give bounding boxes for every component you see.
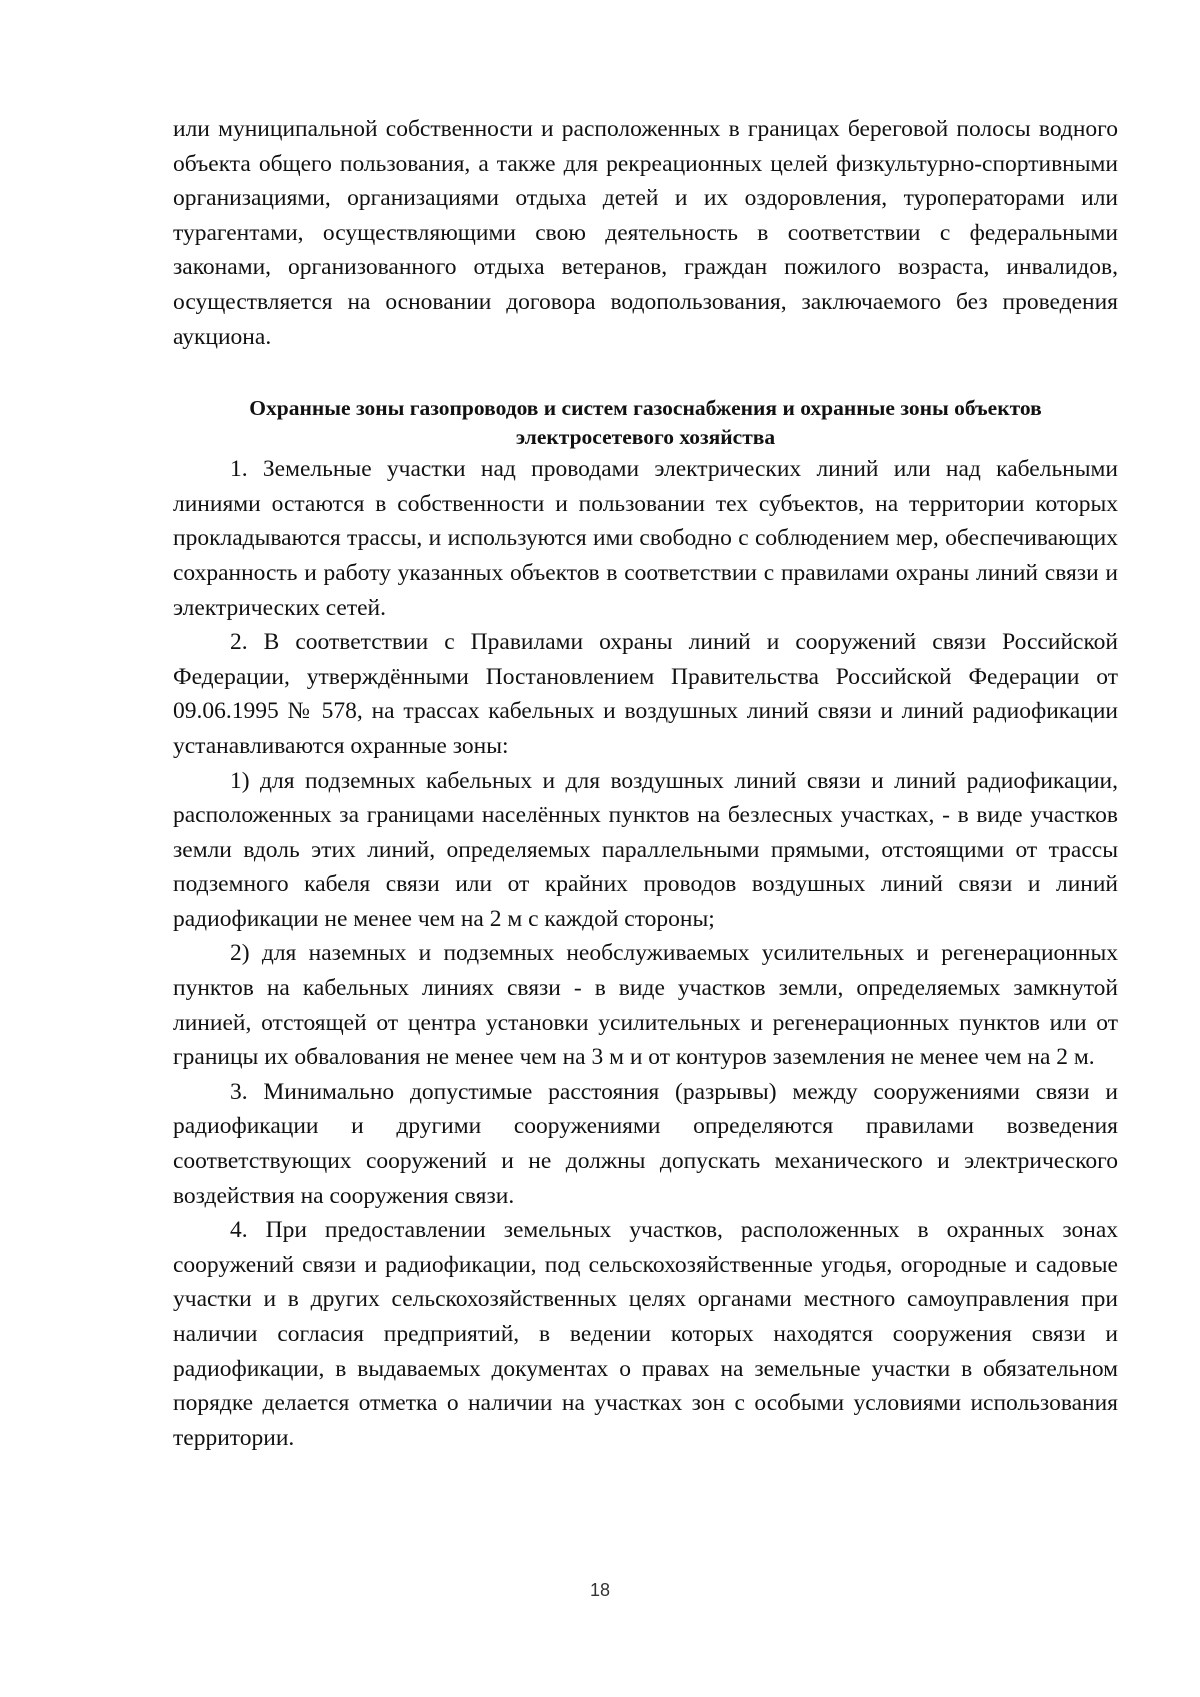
paragraph-1: 1. Земельные участки над проводами электрических линий или над кабельными линиями остаются в собственности и пользовании тех субъектов, на территории которых прокладываются трассы, и используются ими свободно с соблюдением мер, обеспечивающих сохранность и работу указанных объектов в соответствии с правилами охраны линий связи и электрических сетей. (173, 456, 1118, 621)
intro-paragraph: или муниципальной собственности и расположенных в границах береговой полосы водного объекта общего пользования, а также для рекреационных целей физкультурно-спортивными организациями, организациями отдыха детей и их оздоровления, туроператорами или турагентами, осуществляющими свою деятельность в соответствии с федеральными законами, организованного отдыха ветеранов, граждан пожилого возраста, инвалидов, осуществляется на основании договора водопользования, заключаемого без проведения аукциона. (173, 116, 1118, 350)
section-heading: Охранные зоны газопроводов и систем газоснабжения и охранные зоны объектов электросетевого хозяйства (249, 396, 1042, 450)
list-item-2: 2) для наземных и подземных необслуживаемых усилительных и регенерационных пунктов на кабельных линиях связи - в виде участков земли, определяемых замкнутой линией, отстоящей от центра установки усилительных и регенерационных пунктов или от границы их обвалования не менее чем на 3 м и от контуров заземления не менее чем на 2 м. (173, 940, 1118, 1071)
page-number: 18 (589, 1580, 611, 1600)
paragraph-3: 3. Минимально допустимые расстояния (разрывы) между сооружениями связи и радиофикации и другими сооружениями определяются правилами возведения соответствующих сооружений и не должны допускать механического и электрического воздействия на сооружения связи. (173, 1078, 1118, 1209)
list-item-1: 1) для подземных кабельных и для воздушных линий связи и линий радиофикации, расположенных за границами населённых пунктов на безлесных участках, - в виде участков земли вдоль этих линий, определяемых параллельными прямыми, отстоящими от трассы подземного кабеля связи или от крайних проводов воздушных линий связи и линий радиофикации не менее чем на 2 м с каждой стороны; (173, 767, 1118, 932)
paragraph-2: 2. В соответствии с Правилами охраны линий и сооружений связи Российской Федерации, утверждёнными Постановлением Правительства Российской Федерации от 09.06.1995 № 578, на трассах кабельных и воздушных линий связи и линий радиофикации устанавливаются охранные зоны: (173, 629, 1118, 759)
paragraph-4: 4. При предоставлении земельных участков, расположенных в охранных зонах сооружений связи и радиофикации, под сельскохозяйственные угодья, огородные и садовые участки и в других сельскохозяйственных целях органами местного самоуправления при наличии согласия предприятий, в ведении которых находятся сооружения связи и радиофикации, в выдаваемых документах о правах на земельные участки в обязательном порядке делается отметка о наличии на участках зон с особыми условиями использования территории. (173, 1217, 1118, 1451)
document-body (173, 112, 1118, 1455)
section-spacer (173, 354, 1118, 394)
